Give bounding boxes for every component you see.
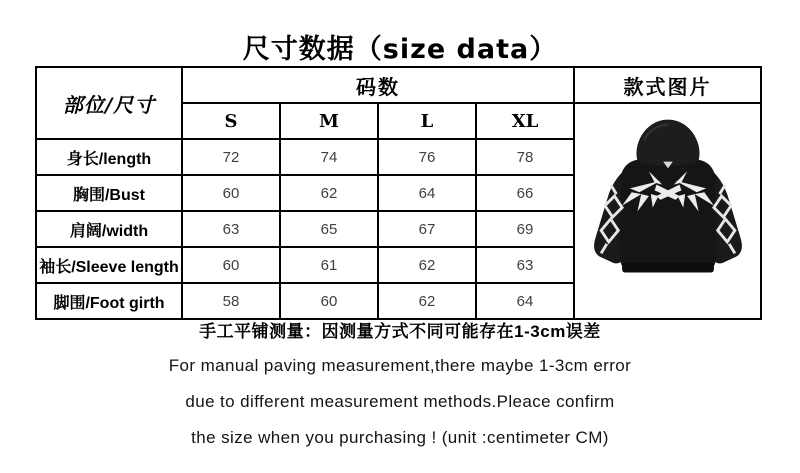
row-label: 肩阔/width xyxy=(36,211,182,247)
sizes-header: 码数 xyxy=(182,67,574,103)
size-value: 60 xyxy=(280,283,378,319)
row-label: 袖长/Sleeve length xyxy=(36,247,182,283)
size-value: 67 xyxy=(378,211,476,247)
size-value: 62 xyxy=(280,175,378,211)
size-value: 60 xyxy=(182,247,280,283)
size-value: 64 xyxy=(378,175,476,211)
size-value: 66 xyxy=(476,175,574,211)
size-column-s: S xyxy=(182,103,280,139)
size-value: 78 xyxy=(476,139,574,175)
measurement-note-en-line1: For manual paving measurement,there maybe 1-3cm error xyxy=(168,356,632,375)
image-column-header: 款式图片 xyxy=(574,67,761,103)
size-column-xl: XL xyxy=(476,103,574,139)
size-value: 62 xyxy=(378,283,476,319)
size-value: 60 xyxy=(182,175,280,211)
hoodie-product-image xyxy=(582,110,754,306)
measurement-note-en-line2: due to different measurement methods.Pleace confirm xyxy=(185,392,615,411)
row-label: 身长/length xyxy=(36,139,182,175)
row-label: 脚围/Foot girth xyxy=(36,283,182,319)
size-value: 69 xyxy=(476,211,574,247)
size-value: 64 xyxy=(476,283,574,319)
header-row-1 xyxy=(36,67,761,103)
size-value: 58 xyxy=(182,283,280,319)
size-value: 74 xyxy=(280,139,378,175)
size-value: 72 xyxy=(182,139,280,175)
row-label: 胸围/Bust xyxy=(36,175,182,211)
measurement-note-cn: 手工平铺测量：因测量方式不同可能存在1-3cm误差 xyxy=(199,322,601,341)
corner-header: 部位/尺寸 xyxy=(36,67,182,139)
size-value: 65 xyxy=(280,211,378,247)
size-value: 76 xyxy=(378,139,476,175)
measurement-note-en-line3: the size when you purchasing ! (unit :centimeter CM) xyxy=(191,428,609,447)
size-table xyxy=(35,66,762,320)
size-value: 63 xyxy=(476,247,574,283)
size-value: 63 xyxy=(182,211,280,247)
size-value: 61 xyxy=(280,247,378,283)
size-value: 62 xyxy=(378,247,476,283)
size-column-l: L xyxy=(378,103,476,139)
size-column-m: M xyxy=(280,103,378,139)
product-image-cell xyxy=(574,103,761,319)
page-title: 尺寸数据（size data） xyxy=(242,34,558,65)
